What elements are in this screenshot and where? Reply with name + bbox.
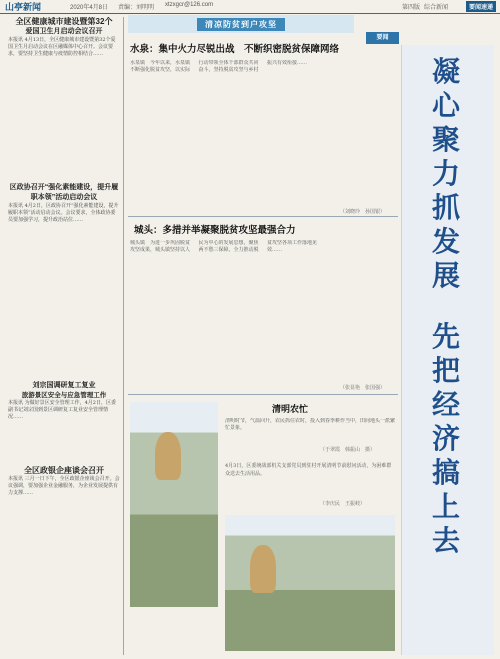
- masthead-editor: 责编：刘明明: [118, 5, 155, 11]
- masthead-email: xtzxgcr@126.com: [165, 2, 214, 8]
- masthead: [0, 0, 500, 14]
- article-body: 本报讯 为做好景区安全管理工作，4月2日，区委副书记刘宗国到景区调研复工复业安全管理情况……: [8, 400, 116, 420]
- article-subtitle: 旅游景区安全与应急管理工作: [21, 392, 107, 399]
- slogan-secondary: 先把经济搞上去: [431, 320, 460, 557]
- article-body-shuiquan: 水泉镇 今年以来，水泉镇不断强化脱贫攻坚，以实际行动带领全体干部群众共同奋斗，坚持脱贫攻坚与乡村振兴有效衔接……: [130, 60, 308, 73]
- edition-label: 第四版: [401, 5, 420, 11]
- spring-photo: [225, 515, 395, 651]
- news-brief: 4月3日，区委统战部机关支部党员到驻村开展清明节前慰问活动，为困难群众送去生活用品。: [225, 463, 392, 477]
- masthead-logo: 山亭新闻: [5, 2, 42, 12]
- headline-shuiquan: 水泉：集中火力尽锐出战 不断织密脱贫保障网络: [130, 44, 340, 55]
- masthead-date: 2020年4月8日: [70, 5, 109, 11]
- photo-credit: （于翠霞 韩振山 摄）: [320, 447, 376, 453]
- photo-title: 清明农忙: [271, 404, 308, 414]
- news-tag: 要闻: [366, 32, 399, 44]
- section-label: 综合新闻: [423, 5, 448, 11]
- section-chip: 要闻速递: [466, 1, 496, 12]
- divider: [128, 394, 398, 395]
- headline-chengtou: 城头：多措并举凝聚脱贫攻坚最强合力: [134, 225, 296, 236]
- section-banner-label: 清凉防贫到户攻坚: [197, 18, 285, 31]
- article-subtitle: 爱国卫生月启动会议召开: [25, 28, 103, 35]
- article-body-chengtou: 城头镇 为进一步巩固脱贫攻坚成果，城头镇坚持以人民为中心的发展思想，聚焦两不愁三保障，全力推动脱贫攻坚各项工作落地见效……: [130, 240, 318, 253]
- byline: （张显艳 张国强）: [340, 385, 386, 391]
- article-body: 本报讯 4月2日，区政协召开“强化素能建设，提升履职本领”活动启动会议。会议要求，全体政协委员要加强学习，提升政治站位……: [8, 203, 119, 223]
- slogan-primary: 凝心聚力抓发展: [431, 55, 460, 292]
- column-divider: [123, 17, 124, 655]
- left-column: [8, 17, 120, 596]
- article-body: 本报讯 4月13日，全区健康城市建设暨第32个爱国卫生月启动会议在区融媒体中心召开。会议要求，要坚持卫生健康与疫情防控相结合……: [8, 37, 116, 57]
- photo-caption: 清明时节，气温回升，农民抓住农时，投入到春季耕作当中，田间地头一派繁忙景象。: [225, 418, 395, 431]
- article-title: 全区健康城市建设暨第32个: [15, 17, 113, 26]
- byline: （刘晓玲 孙国银）: [340, 209, 386, 215]
- article-title: 全区政银企座谈会召开: [24, 466, 104, 475]
- farm-photo: [130, 402, 218, 607]
- section-banner: [128, 15, 354, 33]
- news-brief-credit: （李庆民 王振岐）: [320, 501, 366, 507]
- article-body: 本报讯 三月一日下午，全区政银企座谈会召开。会议强调，要加强企业金融服务，为企业发展提供有力支撑……: [8, 476, 120, 496]
- divider: [128, 216, 398, 217]
- article-title: 刘宗国调研复工复业: [32, 382, 96, 389]
- article-title: 区政协召开“强化素能建设，提升履职本领”活动启动会议: [9, 184, 119, 201]
